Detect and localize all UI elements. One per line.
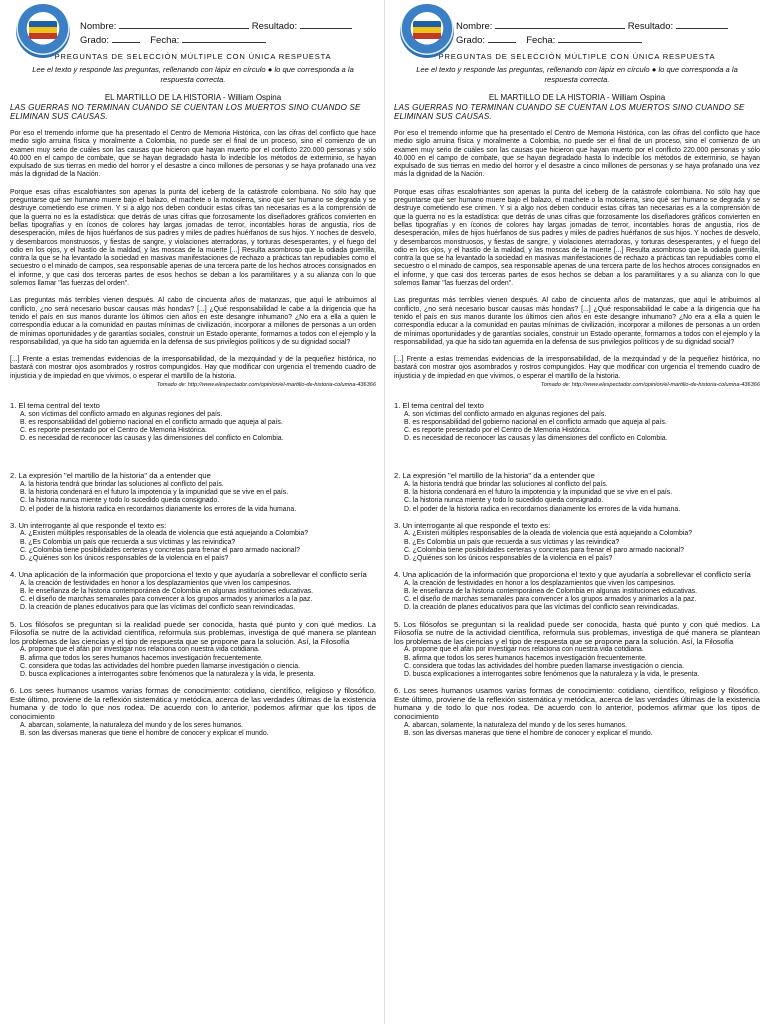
nombre-field[interactable] (119, 19, 249, 29)
fecha-label: Fecha: (150, 35, 180, 46)
answer-option[interactable]: A. ¿Existen múltiples responsables de la oleada de violencia que está aquejando a Colombia? (404, 530, 693, 538)
answer-option[interactable]: A. abarcan, solamente, la naturaleza del mundo y de los seres humanos. (20, 721, 243, 729)
answer-option[interactable]: D. la creación de planes educativos para que las víctimas del conflicto sean reivindicadas. (20, 604, 296, 612)
text-title: EL MARTILLO DE LA HISTORIA - William Ospina (104, 93, 282, 102)
paragraph: [...] Frente a estas tremendas evidencias de la irresponsabilidad, de la mezquindad y de la pequeñez histórica, no bastará con mostrar ojos asombrados y rostros compungidos. Hay que modificar con urgencia el tremendo cuadro de injusticia y de impiedad en que vivimos, o esperar el martillo de la historia. (10, 356, 376, 380)
question-stem: 3. Un interrogante al que responde el texto es: (394, 520, 551, 530)
question-4 (10, 571, 376, 612)
answer-option[interactable]: C. es reporte presentado por el Centro de Memoria Histórica. (20, 427, 207, 435)
question-2 (10, 472, 376, 513)
resultado-field[interactable] (300, 19, 352, 29)
answer-option[interactable]: B. la historia condenará en el futuro la impotencia y la impunidad que se vive en el país. (20, 489, 289, 497)
worksheet-header (394, 0, 760, 50)
text-title: EL MARTILLO DE LA HISTORIA - William Ospina (488, 93, 666, 102)
grado-label: Grado: (80, 35, 110, 46)
answer-option[interactable]: A. la creación de festividades en honor a los desplazamientos que viven los campesinos. (404, 579, 676, 587)
answer-option[interactable]: A. son víctimas del conflicto armado en algunas regiones del país. (20, 410, 223, 418)
answer-option[interactable]: C. considera que todas las actividades del hombre pueden llamarse investigación o ciencia. (404, 662, 684, 670)
paragraph: Porque esas cifras escalofriantes son apenas la punta del iceberg de la catástrofe colombiana. No sólo hay que preguntarse qué ser humano muere bajo el balazo, el machete o la motosierra, sino qué ser humano se degrada y se destruye cometiendo ese crimen. Y si a algo nos deben conducir estas cifras tan necesarias es a la comprensión de que la guerra no es la estadística: que detrás de unas cifras que forzosamente los diseñadores gráficos convierten en bellas tipografías y en íconos de colores hay largas jornadas de terror, incontables horas de angustia, ríos de desesperación, miles de hijos huérfanos de sus padres y miles de padres huérfanos de sus hijos. Y noches de desvelo, y desembarcos monstruosos, y fiestas de sangre, y violaciones aterradoras, y torturas desesperantes, y el fuego del odio en los ojos, y el hastío de la maldad, y las moscas de la muerte [...] Resulta asombroso que la odiada guerrilla, contra la que se ha levantado la sociedad en masivas manifestaciones de rechazo a prácticas tan repudiables como el secuestro o el minado de campos, sea responsable apenas de una tercera parte de los hechos atroces consignados en el informe, y que casi dos terceras partes de esos hechos se deban a los paramilitares y a su alianza con lo que solemos llamar "las fuerzas del orden". (10, 188, 376, 288)
answer-option[interactable]: C. ¿Colombia tiene posibilidades certeras y concretas para frenar el paro armado nacional? (20, 546, 300, 554)
answer-option[interactable]: C. la historia nunca miente y todo lo sucedido queda consignado. (20, 497, 220, 505)
school-logo (16, 4, 70, 58)
answer-option[interactable]: D. el poder de la historia radica en recordarnos diariamente los errores de la vida humana. (20, 505, 297, 513)
nombre-field[interactable] (495, 19, 625, 29)
answer-option[interactable]: A. la historia tendrá que brindar las soluciones al conflicto del país. (404, 481, 608, 489)
instructions: Lee el texto y responde las preguntas, rellenando con lápiz en círculo ● lo que corresponda a la respuesta correcta. (416, 65, 738, 84)
answer-option[interactable]: B. le enseñanza de la historia contemporánea de Colombia en algunas instituciones educativas. (20, 588, 314, 596)
paragraph: [...] Frente a estas tremendas evidencias de la irresponsabilidad, de la mezquindad y de la pequeñez histórica, no bastará con mostrar ojos asombrados y rostros compungidos. Hay que modificar con urgencia el tremendo cuadro de injusticia y de impiedad en que vivimos, o esperar el martillo de la historia. (394, 356, 760, 380)
question-stem: 6. Los seres humanos usamos varias formas de conocimiento: cotidiano, científico, religioso y filosófico. Este último, proviene de la reflexión sistemática y metódica, acerca de las verdades últimas de la existencia humana y de todo lo que nos rodea. De acuerdo con lo anterior, podemos afirmar que los tipos de conocimiento (394, 686, 760, 722)
answer-option[interactable]: A. la creación de festividades en honor a los desplazamientos que viven los campesinos. (20, 579, 292, 587)
answer-option[interactable]: A. son víctimas del conflicto armado en algunas regiones del país. (404, 410, 607, 418)
paragraph: Las preguntas más terribles vienen después. Al cabo de cincuenta años de matanzas, que aquí le atribuimos al conflicto, ¿no será necesario buscar causas más hondas? [...] ¿Qué responsabilidad le cabe a la dirigencia que ha tenido el país en sus manos durante los últimos cien años en este desangre inhumano? ¿No era a ella a quien le correspondía educar a la comunidad en pautas mínimas de civilización, incorporar a millones de personas a un orden de mínimas oportunidades y de garantías sociales, construir un Estado operante, formarnos a todos con el ejemplo y la responsabilidad, ya que ha sido tan aguerrida en la defensa de sus privilegios políticos y de su dignidad social? (394, 297, 760, 346)
question-stem: 1. El tema central del texto (394, 401, 484, 411)
question-5 (394, 621, 760, 680)
worksheet-header (10, 0, 376, 50)
question-5 (10, 621, 376, 680)
worksheet-copy-right (394, 0, 760, 1024)
answer-option[interactable]: D. el poder de la historia radica en recordarnos diariamente los errores de la vida humana. (404, 505, 681, 513)
question-stem: 5. Los filósofos se preguntan si la realidad puede ser conocida, hasta qué punto y con qué medios. La Filosofía se nutre de la actividad científica, reformula sus problemas, investiga de qué manera se plantean los problemas de las ciencias y el tipo de respuesta que se propone para la solución. Así, la Filosofía (10, 619, 376, 646)
epigraph: LAS GUERRAS NO TERMINAN CUANDO SE CUENTAN LOS MUERTOS SINO CUANDO SE ELIMINAN SUS CAUSAS. (394, 103, 745, 121)
epigraph: LAS GUERRAS NO TERMINAN CUANDO SE CUENTAN LOS MUERTOS SINO CUANDO SE ELIMINAN SUS CAUSAS. (10, 103, 361, 121)
paragraph: Porque esas cifras escalofriantes son apenas la punta del iceberg de la catástrofe colombiana. No sólo hay que preguntarse qué ser humano muere bajo el balazo, el machete o la motosierra, sino qué ser humano se degrada y se destruye cometiendo ese crimen. Y si a algo nos deben conducir estas cifras tan necesarias es a la comprensión de que la guerra no es la estadística: que detrás de unas cifras que forzosamente los diseñadores gráficos convierten en bellas tipografías y en íconos de colores hay largas jornadas de terror, incontables horas de angustia, ríos de desesperación, miles de hijos huérfanos de sus padres y miles de padres huérfanos de sus hijos. Y noches de desvelo, y desembarcos monstruosos, y fiestas de sangre, y violaciones aterradoras, y torturas desesperantes, y el fuego del odio en los ojos, y el hastío de la maldad, y las moscas de la muerte [...] Resulta asombroso que la odiada guerrilla, contra la que se ha levantado la sociedad en masivas manifestaciones de rechazo a prácticas tan repudiables como el secuestro o el minado de campos, sea responsable apenas de una tercera parte de los hechos atroces consignados en el informe, y que casi dos terceras partes de esos hechos se deban a los paramilitares y a su alianza con lo que solemos llamar "las fuerzas del orden". (394, 188, 760, 288)
source-citation: Tomado de: http://www.elespectador.com/opinion/el-martillo-de-historia-columna-436366 (540, 382, 760, 389)
name-line (80, 19, 352, 33)
resultado-label: Resultado: (251, 21, 298, 32)
grado-field[interactable] (488, 33, 516, 43)
answer-option[interactable]: A. propone que el afán por investigar nos relaciona con nuestra vida cotidiana. (404, 646, 644, 654)
answer-option[interactable]: C. es reporte presentado por el Centro de Memoria Histórica. (404, 427, 591, 435)
question-stem: 2. La expresión "el martillo de la historia" da a entender que (394, 471, 595, 481)
nombre-label: Nombre: (80, 21, 117, 32)
answer-option[interactable]: D. la creación de planes educativos para que las víctimas del conflicto sean reivindicadas. (404, 604, 680, 612)
question-4 (394, 571, 760, 612)
answer-option[interactable]: A. abarcan, solamente, la naturaleza del mundo y de los seres humanos. (404, 721, 627, 729)
answer-option[interactable]: C. el diseño de marchas semanales para convencer a los grupos armados y animarlos a la paz. (20, 596, 313, 604)
question-3 (10, 522, 376, 563)
resultado-label: Resultado: (627, 21, 674, 32)
column-divider (384, 0, 385, 1024)
grade-line (456, 33, 642, 47)
question-stem: 4. Una aplicación de la información que proporciona el texto y que ayudaría a sobrellevar el conflicto sería (394, 570, 751, 580)
paragraph: Por eso el tremendo informe que ha presentado el Centro de Memoria Histórica, con las cifras del conflicto que hace medio siglo arruina física y moralmente a Colombia, no puede ser el final de un proceso, sino el comienzo de un examen muy serio de cuáles son las causas que hicieron que hayan muerto por el conflicto 220.000 personas y sólo 40.000 en el campo de combate, que se hayan degradado hasta lo indecible los métodos de exterminio, se hayan expulsado de sus tierras en medio del horror y el desastre a cinco millones de personas y se haya profanado una vez más la dignidad de la Nación. (394, 130, 760, 179)
question-stem: 5. Los filósofos se preguntan si la realidad puede ser conocida, hasta qué punto y con qué medios. La Filosofía se nutre de la actividad científica, reformula sus problemas, investiga de qué manera se plantean los problemas de las ciencias y el tipo de respuesta que se propone para la solución. Así, la Filosofía (394, 619, 760, 646)
question-stem: 6. Los seres humanos usamos varias formas de conocimiento: cotidiano, científico, religioso y filosófico. Este último, proviene de la reflexión sistemática y metódica, acerca de las verdades últimas de la existencia humana y de todo lo que nos rodea. De acuerdo con lo anterior, podemos afirmar que los tipos de conocimiento (10, 686, 376, 722)
answer-option[interactable]: B. afirma que todos los seres humanos hacemos investigación frecuentemente. (20, 654, 263, 662)
answer-option[interactable]: D. busca explicaciones a interrogantes sobre fenómenos que la naturaleza y la vida, le presenta. (404, 671, 700, 679)
grade-line (80, 33, 266, 47)
fecha-label: Fecha: (526, 35, 556, 46)
paragraph: Las preguntas más terribles vienen después. Al cabo de cincuenta años de matanzas, que aquí le atribuimos al conflicto, ¿no será necesario buscar causas más hondas? [...] ¿Qué responsabilidad le cabe a la dirigencia que ha tenido el país en sus manos durante los últimos cien años en este desangre inhumano? ¿No era a ella a quien le correspondía educar a la comunidad en pautas mínimas de civilización, incorporar a millones de personas a un orden de mínimas oportunidades y de garantías sociales, construir un Estado operante, formarnos a todos con el ejemplo y la responsabilidad, ya que ha sido tan aguerrida en la defensa de sus privilegios políticos y de su dignidad social? (10, 297, 376, 346)
worksheet-copy-left (10, 0, 376, 1024)
answer-option[interactable]: D. ¿Quiénes son los únicos responsables de la violencia en el país? (20, 555, 229, 563)
answer-option[interactable]: D. es necesidad de reconocer las causas y las dimensiones del conflicto en Colombia. (404, 435, 668, 443)
instructions: Lee el texto y responde las preguntas, rellenando con lápiz en círculo ● lo que corresponda a la respuesta correcta. (32, 65, 354, 84)
answer-option[interactable]: B. afirma que todos los seres humanos hacemos investigación frecuentemente. (404, 654, 647, 662)
school-logo (400, 4, 454, 58)
answer-option[interactable]: B. la historia condenará en el futuro la impotencia y la impunidad que se vive en el país. (404, 489, 673, 497)
answer-option[interactable]: B. son las diversas maneras que tiene el hombre de conocer y explicar el mundo. (404, 729, 653, 737)
answer-option[interactable]: B. es responsabilidad del gobierno nacional en el conflicto armado que aqueja al país. (404, 418, 667, 426)
nombre-label: Nombre: (456, 21, 493, 32)
answer-option[interactable]: D. busca explicaciones a interrogantes sobre fenómenos que la naturaleza y la vida, le presenta. (20, 671, 316, 679)
worksheet-title: PREGUNTAS DE SELECCIÓN MÚLTIPLE CON ÚNICA RESPUESTA (54, 52, 332, 61)
answer-option[interactable]: B. ¿Es Colombia un país que recuerda a sus víctimas y las reivindica? (404, 538, 620, 546)
question-6 (394, 687, 760, 738)
answer-option[interactable]: D. es necesidad de reconocer las causas y las dimensiones del conflicto en Colombia. (20, 435, 284, 443)
question-1 (394, 402, 760, 443)
answer-option[interactable]: B. ¿Es Colombia un país que recuerda a sus víctimas y las reivindica? (20, 538, 236, 546)
answer-option[interactable]: B. es responsabilidad del gobierno nacional en el conflicto armado que aqueja al país. (20, 418, 283, 426)
source-citation: Tomado de: http://www.elespectador.com/opinion/el-martillo-de-historia-columna-436366 (156, 382, 376, 389)
grado-label: Grado: (456, 35, 486, 46)
question-1 (10, 402, 376, 443)
question-2 (394, 472, 760, 513)
answer-option[interactable]: A. la historia tendrá que brindar las soluciones al conflicto del país. (20, 481, 224, 489)
answer-option[interactable]: C. la historia nunca miente y todo lo sucedido queda consignado. (404, 497, 604, 505)
question-stem: 1. El tema central del texto (10, 401, 100, 411)
answer-option[interactable]: A. ¿Existen múltiples responsables de la oleada de violencia que está aquejando a Colombia? (20, 530, 309, 538)
question-3 (394, 522, 760, 563)
question-stem: 4. Una aplicación de la información que proporciona el texto y que ayudaría a sobrellevar el conflicto sería (10, 570, 367, 580)
answer-option[interactable]: C. el diseño de marchas semanales para convencer a los grupos armados y animarlos a la paz. (404, 596, 697, 604)
resultado-field[interactable] (676, 19, 728, 29)
paragraph: Por eso el tremendo informe que ha presentado el Centro de Memoria Histórica, con las cifras del conflicto que hace medio siglo arruina física y moralmente a Colombia, no puede ser el final de un proceso, sino el comienzo de un examen muy serio de cuáles son las causas que hicieron que hayan muerto por el conflicto 220.000 personas y sólo 40.000 en el campo de combate, que se hayan degradado hasta lo indecible los métodos de exterminio, se hayan expulsado de sus tierras en medio del horror y el desastre a cinco millones de personas y se haya profanado una vez más la dignidad de la Nación. (10, 130, 376, 179)
question-6 (10, 687, 376, 738)
answer-option[interactable]: B. le enseñanza de la historia contemporánea de Colombia en algunas instituciones educativas. (404, 588, 698, 596)
answer-option[interactable]: D. ¿Quiénes son los únicos responsables de la violencia en el país? (404, 555, 613, 563)
question-stem: 3. Un interrogante al que responde el texto es: (10, 520, 167, 530)
answer-option[interactable]: C. considera que todas las actividades del hombre pueden llamarse investigación o ciencia. (20, 662, 300, 670)
fecha-field[interactable] (558, 33, 642, 43)
name-line (456, 19, 728, 33)
worksheet-title: PREGUNTAS DE SELECCIÓN MÚLTIPLE CON ÚNICA RESPUESTA (438, 52, 716, 61)
grado-field[interactable] (112, 33, 140, 43)
question-stem: 2. La expresión "el martillo de la historia" da a entender que (10, 471, 211, 481)
answer-option[interactable]: A. propone que el afán por investigar nos relaciona con nuestra vida cotidiana. (20, 646, 260, 654)
answer-option[interactable]: C. ¿Colombia tiene posibilidades certeras y concretas para frenar el paro armado nacional? (404, 546, 684, 554)
answer-option[interactable]: B. son las diversas maneras que tiene el hombre de conocer y explicar el mundo. (20, 729, 269, 737)
fecha-field[interactable] (182, 33, 266, 43)
